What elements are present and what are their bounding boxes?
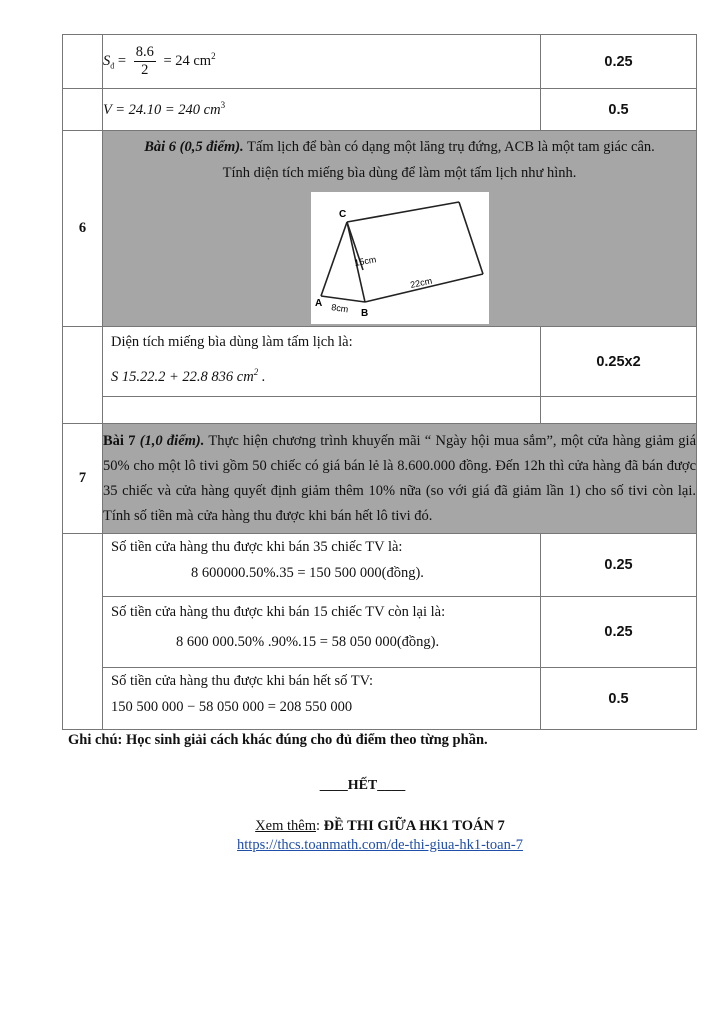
row-volume <box>63 89 697 131</box>
answer-7a-line-2: 8 600000.50%.35 = 150 500 000(đồng). <box>191 565 424 581</box>
answer-7b-cell <box>103 597 541 668</box>
blank-score-cell <box>541 397 697 424</box>
task-7-text: Thực hiện chương trình khuyến mãi “ Ngày hội mua sắm”, một cửa hàng giảm giá 50% cho một lô tivi gồm 50 chiếc có giá bán lẻ là 8.600.000 đồng. Đến 12h thì cửa hàng đã bán được 35 chiếc và cửa hàng quyết định giảm thêm 10% nữa (so với giá đã giảm lần 1) cho số tivi còn lại. Tính số tiền mà cửa hàng thu được khi bán hết lô tivi đó. <box>103 432 697 524</box>
row-number-cell <box>63 327 103 424</box>
score-cell: 0.25 <box>541 597 697 668</box>
answer-6-line-2 <box>111 357 532 392</box>
answer-table <box>62 34 697 730</box>
answer-7c-line-2: 150 500 000 − 58 050 000 = 208 550 000 <box>111 699 353 715</box>
prism-figure <box>311 192 489 324</box>
row-number-cell <box>63 89 103 131</box>
row-answer-7a <box>63 534 697 597</box>
row-task-6 <box>63 131 697 327</box>
label-c: C <box>338 209 346 220</box>
area-result: = 24 cm <box>163 52 212 69</box>
answer-7a-line-1: Số tiền cửa hàng thu được khi bán 35 chiếc TV là: <box>111 539 403 555</box>
row-number-cell <box>63 35 103 89</box>
task-7-cell <box>103 424 697 534</box>
task-6-text-2: Tính diện tích miếng bìa dùng để làm một tấm lịch như hình. <box>222 165 577 181</box>
label-a: A <box>314 298 322 309</box>
answer-6-formula: S 15.22.2 + 22.8 836 cm <box>111 368 254 385</box>
score-cell: 0.5 <box>541 89 697 131</box>
score-cell: 0.25x2 <box>541 327 697 397</box>
answer-6-end: . <box>258 368 266 385</box>
task-6-cell <box>103 131 697 327</box>
fraction-denominator: 2 <box>141 62 149 78</box>
answer-7a-cell <box>103 534 541 597</box>
row-number-cell <box>63 534 103 730</box>
volume-formula: V = 24.10 = 240 cm <box>103 101 221 118</box>
answer-7b-line-2: 8 600 000.50% .90%.15 = 58 050 000(đồng). <box>176 634 440 650</box>
fraction-numerator: 8.6 <box>135 44 154 60</box>
end-marker: ____HẾT____ <box>319 778 406 793</box>
task-number: 6 <box>63 131 103 327</box>
fraction <box>134 44 156 79</box>
volume-unit-exponent: 3 <box>220 100 226 111</box>
row-answer-6 <box>63 327 697 397</box>
answer-6-cell <box>103 327 541 397</box>
answer-6-exponent: 2 <box>253 367 259 377</box>
see-more-separator: : <box>315 818 324 834</box>
formula-cell <box>103 89 541 131</box>
score-cell: 0.25 <box>541 35 697 89</box>
row-answer-7b <box>63 597 697 668</box>
length-8cm: 8cm <box>330 302 349 315</box>
task-number: 7 <box>63 424 103 534</box>
see-more-title: ĐỀ THI GIỮA HK1 TOÁN 7 <box>323 818 505 834</box>
task-6-title: Bài 6 (0,5 điểm). <box>144 139 244 155</box>
score-cell: 0.5 <box>541 668 697 730</box>
toanmath-link[interactable]: https://thcs.toanmath.com/de-thi-giua-hk1-toan-7 <box>237 837 523 853</box>
equals-sign: = <box>117 52 130 69</box>
length-22cm: 22cm <box>408 275 433 290</box>
length-15cm: 15cm <box>353 254 377 268</box>
answer-7c-line-1: Số tiền cửa hàng thu được khi bán hết số TV: <box>111 673 374 689</box>
blank-cell <box>103 397 541 424</box>
task-6-text <box>103 131 696 186</box>
answer-7c-cell <box>103 668 541 730</box>
formula-cell <box>103 35 541 89</box>
area-symbol: S <box>103 52 111 69</box>
task-7-title: Bài 7 <box>103 432 136 449</box>
see-more <box>0 818 725 835</box>
answer-6-line-1: Diện tích miếng bìa dùng làm tấm lịch là: <box>111 334 353 350</box>
area-subscript: đ <box>110 61 115 71</box>
area-unit-exponent: 2 <box>211 51 216 61</box>
label-b: B <box>360 308 368 319</box>
see-more-label: Xem thêm <box>255 818 316 834</box>
score-cell: 0.25 <box>541 534 697 597</box>
task-7-points: (1,0 điểm). <box>135 432 205 449</box>
task-6-text-1: Tấm lịch để bàn có dạng một lăng trụ đứng, ACB là một tam giác cân. <box>243 139 655 155</box>
row-answer-7c <box>63 668 697 730</box>
footer-note: Ghi chú: Học sinh giải cách khác đúng cho đủ điểm theo từng phần. <box>68 732 488 748</box>
row-blank <box>63 397 697 424</box>
row-area-triangle <box>63 35 697 89</box>
figure-wrapper <box>103 192 696 324</box>
row-task-7 <box>63 424 697 534</box>
answer-7b-line-1: Số tiền cửa hàng thu được khi bán 15 chiếc TV còn lại là: <box>111 604 446 620</box>
